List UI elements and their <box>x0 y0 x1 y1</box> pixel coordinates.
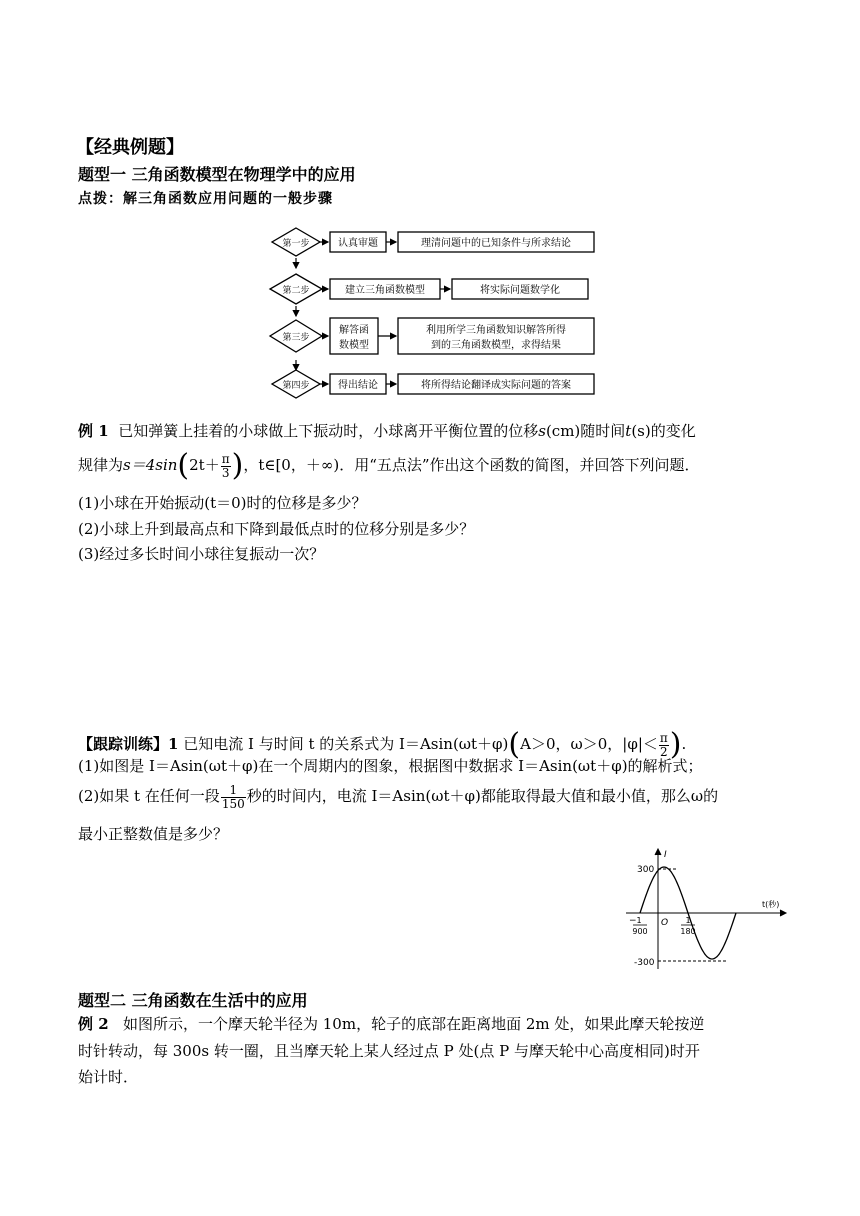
x-axis-label: t(秒) <box>762 900 780 909</box>
x-tick-pos-num: 1 <box>685 916 691 925</box>
x-tick-pos-den: 180 <box>680 927 696 936</box>
example1-s-unit: (cm)随时间 <box>545 422 626 440</box>
example1-q2: (2)小球上升到最高点和下降到最低点时的位移分别是多少？ <box>78 520 475 538</box>
training1-q1: (1)如图是 I＝Asin(ωt＋φ)在一个周期内的图象，根据图中数据求 I＝Asin(ωt＋φ)的解析式； <box>78 757 703 775</box>
frac-denominator: 150 <box>221 796 245 811</box>
example2-line2: 时针转动，每 300s 转一圈，且当摩天轮上某人经过点 P 处(点 P 与摩天轮中心高度相同)时开 <box>78 1042 700 1060</box>
training1-condition: A＞0，ω＞0，|φ|＜ <box>520 735 658 753</box>
example1-inner: 2t＋ <box>189 456 220 474</box>
step1-result: 理清问题中的已知条件与所求结论 <box>421 238 571 249</box>
step4-action: 得出结论 <box>338 380 378 391</box>
step1-label: 第一步 <box>282 239 310 249</box>
y-tick-min: -300 <box>634 958 655 968</box>
step3-result-line1: 利用所学三角函数知识解答所得 <box>426 325 566 336</box>
example1-label: 例 1 <box>78 422 109 440</box>
x-tick-neg-den: 900 <box>632 927 648 936</box>
section-title: 【经典例题】 <box>76 137 184 158</box>
example1-text: 已知弹簧上挂着的小球做上下振动时，小球离开平衡位置的位移 <box>118 422 539 440</box>
current-sine-graph <box>620 845 800 975</box>
x-tick-neg-num: 1 <box>636 916 642 925</box>
steps-flowchart <box>262 224 602 404</box>
step3-action-line2: 数模型 <box>339 340 369 351</box>
step3-label: 第三步 <box>282 333 310 343</box>
type2-title: 题型二 三角函数在生活中的应用 <box>78 991 308 1010</box>
example2-line3: 始计时． <box>78 1068 139 1086</box>
training1-label: 【跟踪训练】1 <box>78 735 179 753</box>
example1-equation: s＝4sin <box>123 456 178 474</box>
step2-label: 第二步 <box>282 286 310 296</box>
frac-numerator: 1 <box>221 784 246 798</box>
example1-line2: 规律为s＝4sin(2t＋ $\frac{\pi}{3}$ )，t∈[0，＋∞)．用“五点法”作出这个函数的简图，并回答下列问题． <box>78 448 700 483</box>
step4-label: 第四步 <box>282 381 310 391</box>
example1-rule: 规律为 <box>78 456 124 474</box>
example1-q1: (1)小球在开始振动(t＝0)时的位移是多少？ <box>78 494 367 512</box>
example1-line1: 例 1 已知弹簧上挂着的小球做上下振动时，小球离开平衡位置的位移s(cm)随时间t(s)的变化 <box>78 422 696 440</box>
training1-q2-line2: 最小正整数值是多少？ <box>78 825 229 843</box>
example1-rule-end: ，t∈[0，＋∞)．用“五点法”作出这个函数的简图，并回答下列问题． <box>243 456 700 474</box>
step2-action: 建立三角函数模型 <box>345 285 425 296</box>
pi-numerator: π <box>221 451 230 466</box>
y-tick-max: 300 <box>637 865 655 875</box>
tip-text: 点拨：解三角函数应用问题的一般步骤 <box>78 191 333 207</box>
step3-result-line2: 到的三角函数模型，求得结果 <box>431 340 561 351</box>
example1-q3: (3)经过多长时间小球往复振动一次？ <box>78 545 325 563</box>
two-denominator: 2 <box>660 744 668 759</box>
step1-action: 认真审题 <box>338 238 378 249</box>
training1-q2-end: 秒的时间内，电流 I＝Asin(ωt＋φ)都能取得最大值和最小值，那么ω的 <box>246 787 719 805</box>
training1-end: . <box>681 735 687 753</box>
training1-text: 已知电流 I 与时间 t 的关系式为 I＝Asin(ωt＋φ) <box>183 735 509 753</box>
example2-line1 <box>78 1013 704 1034</box>
pi-numerator-2: π <box>659 730 668 745</box>
step4-result: 将所得结论翻译成实际问题的答案 <box>421 380 571 391</box>
step3-action-line1: 解答函 <box>339 325 369 336</box>
origin-label: O <box>661 918 669 928</box>
three-denominator: 3 <box>221 465 230 480</box>
training1-q2-start: (2)如果 t 在任何一段 <box>78 787 220 805</box>
type1-title: 题型一 三角函数模型在物理学中的应用 <box>78 165 356 184</box>
example2-label: 例 2 <box>78 1015 109 1033</box>
x-tick-neg-sign: − <box>629 916 637 926</box>
example2-text1: 如图所示，一个摩天轮半径为 10m，轮子的底部在距离地面 2m 处，如果此摩天轮按逆 <box>122 1015 705 1033</box>
training1-q2 <box>78 776 718 816</box>
y-axis-label: I <box>664 850 667 860</box>
training1-line1: 【跟踪训练】1 已知电流 I 与时间 t 的关系式为 I＝Asin(ωt＋φ)(A＞0，ω＞0，|φ|＜ $\frac{\pi}{2}$ ). <box>78 727 687 762</box>
example1-t-unit: (s)的变化 <box>631 422 696 440</box>
step2-result: 将实际问题数学化 <box>480 285 560 296</box>
